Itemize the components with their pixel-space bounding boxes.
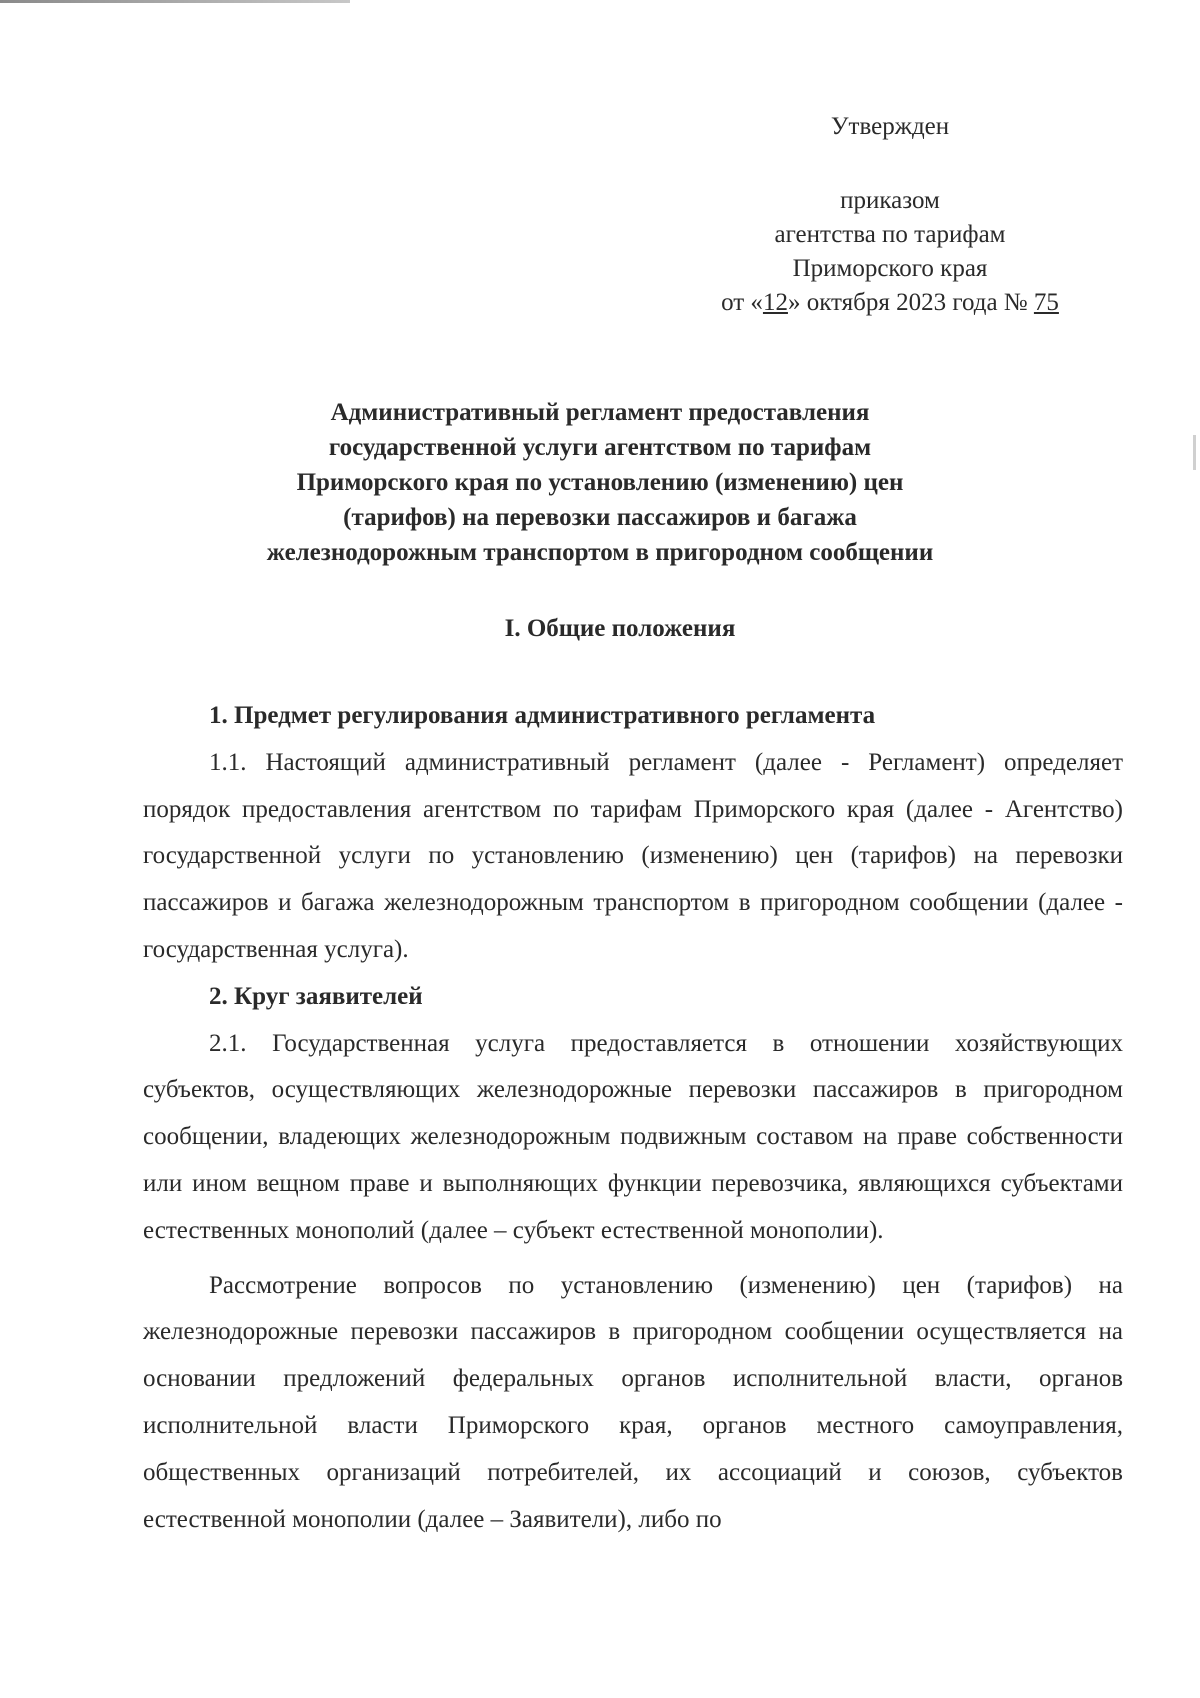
section-heading: I. Общие положения [504,615,736,642]
subsection-2-heading: 2. Круг заявителей [209,982,423,1010]
document-body [143,693,1123,1543]
subsection-1-heading: 1. Предмет регулирования административного регламента [209,702,876,729]
approval-order-line: приказом [840,187,940,214]
approval-date-line [690,286,1090,320]
date-prefix: от « [721,289,763,316]
paragraph-2-1: 2.1. Государственная услуга предоставляется в отношении хозяйствующих субъектов, осуществляющих железнодорожные перевозки пассажиров в пригородном сообщении, владеющих железнодорожным подвижным составом на праве собственности или ином вещном праве и выполняющих функции перевозчика, являющихся субъектами естественных монополий (далее – субъект естественной монополии). [143,1029,1123,1244]
paragraph-1-1: 1.1. Настоящий административный регламент (далее - Регламент) определяет порядок предоставления агентством по тарифам Приморского края (далее - Агентство) государственной услуги по установлению (изменению) цен (тарифов) на перевозки пассажиров и багажа железнодорожным транспортом в пригородном сообщении (далее - государственная услуга). [143,748,1123,963]
order-number: 75 [1033,289,1059,316]
approval-region-line: Приморского края [792,255,988,282]
scan-edge-artifact [0,0,350,3]
approval-label: Утвержден [830,113,950,140]
approval-agency-line: агентства по тарифам [774,221,1006,248]
approval-block [690,110,1090,320]
date-day: 12 [762,289,788,316]
paragraph-2-2: Рассмотрение вопросов по установлению (изменению) цен (тарифов) на железнодорожные перевозки пассажиров в пригородном сообщении осуществляется на основании предложений федеральных органов исполнительной власти, органов исполнительной власти Приморского края, органов местного самоуправления, общественных организаций потребителей, их ассоциаций и союзов, субъектов естественной монополии (далее – Заявители), либо по [143,1271,1123,1533]
date-middle: » октября 2023 года № [787,289,1034,316]
scan-margin-mark [1193,435,1196,470]
document-title: Административный регламент предоставления государственной услуги агентством по тарифам Приморского края по установлению (изменению) цен (тарифов) на перевозки пассажиров и багажа железнодорожным транспортом в пригородном сообщении [266,399,934,566]
